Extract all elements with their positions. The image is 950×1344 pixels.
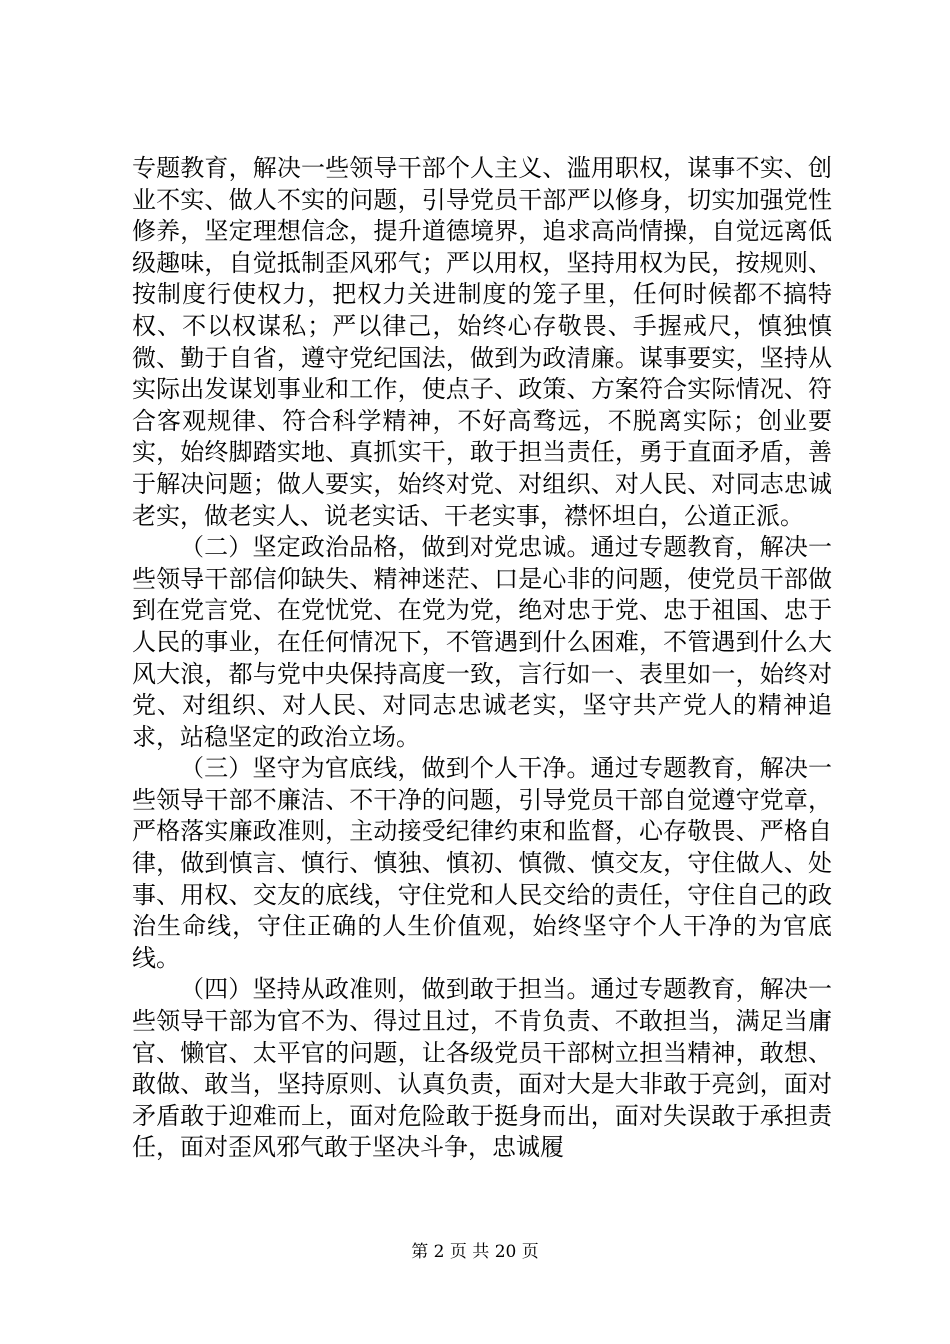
paragraph-continuation: 专题教育，解决一些领导干部个人主义、滥用职权，谋事不实、创业不实、做人不实的问题，引导党员干部严以修身，切实加强党性修养，坚定理想信念，提升道德境界，追求高尚情操，自觉远离低级趣味，自觉抵制歪风邪气；严以用权，坚持用权为民，按规则、按制度行使权力，把权力关进制度的笼子里，任何时候都不搞特权、不以权谋私；严以律己，始终心存敬畏、手握戒尺，慎独慎微、勤于自省，遵守党纪国法，做到为政清廉。谋事要实，坚持从实际出发谋划事业和工作，使点子、政策、方案符合实际情况、符合客观规律、符合科学精神，不好高骛远，不脱离实际；创业要实，始终脚踏实地、真抓实干，敢于担当责任，勇于直面矛盾，善于解决问题；做人要实，始终对党、对组织、对人民、对同志忠诚老实，做老实人、说老实话、干老实事，襟怀坦白，公道正派。 <box>132 154 832 530</box>
page-number: 第 2 页 共 20 页 <box>411 1242 539 1262</box>
page-footer <box>0 1241 950 1263</box>
paragraph-section-3: （三）坚守为官底线，做到个人干净。通过专题教育，解决一些领导干部不廉洁、不干净的问题，引导党员干部自觉遵守党章，严格落实廉政准则，主动接受纪律约束和监督，心存敬畏、严格自律，做到慎言、慎行、慎独、慎初、慎微、慎交友，守住做人、处事、用权、交友的底线，守住党和人民交给的责任，守住自己的政治生命线，守住正确的人生价值观，始终坚守个人干净的为官底线。 <box>132 754 832 972</box>
paragraph-section-2: （二）坚定政治品格，做到对党忠诚。通过专题教育，解决一些领导干部信仰缺失、精神迷茫、口是心非的问题，使党员干部做到在党言党、在党忧党、在党为党，绝对忠于党、忠于祖国、忠于人民的事业，在任何情况下，不管遇到什么困难，不管遇到什么大风大浪，都与党中央保持高度一致，言行如一、表里如一，始终对党、对组织、对人民、对同志忠诚老实，坚守共产党人的精神追求，站稳坚定的政治立场。 <box>132 533 832 751</box>
document-body <box>132 153 832 1164</box>
paragraph-section-4: （四）坚持从政准则，做到敢于担当。通过专题教育，解决一些领导干部为官不为、得过且过，不肯负责、不敢担当，满足当庸官、懒官、太平官的问题，让各级党员干部树立担当精神，敢想、敢做、敢当，坚持原则、认真负责，面对大是大非敢于亮剑，面对矛盾敢于迎难而上，面对危险敢于挺身而出，面对失误敢于承担责任，面对歪风邪气敢于坚决斗争，忠诚履 <box>132 975 832 1162</box>
